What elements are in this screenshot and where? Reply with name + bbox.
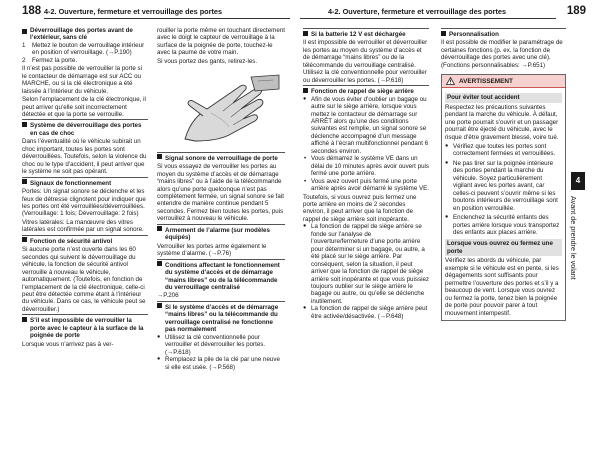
paragraph: Dans l’éventualité où le véhicule subirait un choc important, toutes les portes sont déverrouillées. Toutefois, selon la violence du choc ou le type d’accident, il peut arriver que le système ne soit pas opérant. xyxy=(22,138,147,176)
bullet-item: ● La fonction de rappel de siège arrière peut être activée/désactivée. (→P.648) xyxy=(303,305,429,320)
warning-title-bar xyxy=(442,75,565,88)
gloved-hand-illustration xyxy=(163,69,281,143)
left-header-rule xyxy=(44,18,290,19)
chapter-label-vertical xyxy=(568,196,588,396)
section-heading: Si le système d’accès et de démarrage “mains libres” ou la télécommande du verrouillage centralisé ne fonctionne pas normalement xyxy=(157,301,285,334)
bullet-item: ● La fonction de rappel de siège arrière se fonde sur l’analyse de l’ouverture/fermeture d’une porte arrière pour déterminer si un bagage, ou autre, a été placé sur le siège arrière. Par conséquent, selon la situation, il peut arriver que la fonction de rappel de siège arrière soit inopérante et que vous puissiez toujours oublier sur le siège arrière le bagage ou autre, ou qu’elle se déclenche inutilement. xyxy=(303,223,429,305)
paragraph: Si aucune porte n’est ouverte dans les 60 secondes qui suivent le déverrouillage du véhicule, la fonction de sécurité antivol verrouille à nouveau le véhicule, automatiquement. (Toutefois, en fonction de l’emplacement de la clé électronique, celle-ci peut être détectée comme étant à l’intérieur du véhicule. Dans ce cas, le véhicule peut se déverrouiller.) xyxy=(22,246,146,313)
right-page-number: 189 xyxy=(566,5,586,17)
column-2 xyxy=(157,27,285,371)
bullet-item: ● Remplacez la pile de la clé par une neuve si elle est usée. (→P.568) xyxy=(157,356,285,371)
paragraph: Vitres latérales: La manœuvre des vitres latérales est confirmée par un signal sonore. xyxy=(22,218,144,234)
section-heading: Fonction de rappel de siège arrière xyxy=(303,85,429,95)
section-heading: Fonction de sécurité antivol xyxy=(22,235,148,245)
bullet-item: ● Afin de vous éviter d’oublier un bagage ou autre sur le siège arrière, lorsque vous mettez le contacteur de démarrage sur ARRÊT alors qu’une des conditions suivantes est remplie, un signal sonore se déclenche accompagné d’un message affiché à l’écran multifonctionnel pendant 6 secondes environ. xyxy=(303,96,429,156)
column-3 xyxy=(303,27,429,320)
section-heading: Signaux de fonctionnement xyxy=(22,177,148,187)
numbered-step: 1 Mettez le bouton de verrouillage intérieur en position of verrouillage. (→P.190) xyxy=(22,42,148,57)
section-heading: Signal sonore de verrouillage de porte xyxy=(157,152,285,162)
paragraph: Toutefois, si vous ouvrez puis fermez une porte arrière en moins de 2 secondes environ, il peut arriver que la fonction de rappel de siège arrière soit inopérante. xyxy=(303,193,417,223)
section-heading: Système de déverrouillage des portes en cas de choc xyxy=(22,119,148,137)
section-heading: Si la batterie 12 V est déchargée xyxy=(303,28,429,38)
sub-bullet-item: • Vous démarrez le système VE dans un délai de 10 minutes après avoir ouvert puis fermé une porte arrière. xyxy=(303,155,429,177)
section-heading: Conditions affectant le fonctionnement du système d’accès et de démarrage “mains libres” ou de la télécommande du verrouillage centralisé xyxy=(157,259,285,292)
paragraph: Lorsque vous n’arrivez pas à ver- xyxy=(22,340,114,348)
left-page-header xyxy=(22,7,290,23)
paragraph: Vérifiez les abords du véhicule, par exemple si le véhicule est en pente, si les dégagements sont suffisants pour permettre l’ouverture des portes et s’il y a beaucoup de vent. Lorsque vous ouvrez ou fermez la porte, tenez bien la poignée de porte pour pouvoir parer à tout mouvement intempestif. xyxy=(445,257,559,317)
left-header-title: 4-2. Ouverture, fermeture et verrouillage des portes xyxy=(44,7,223,16)
paragraph: Si vous portez des gants, retirez-les. xyxy=(157,57,258,65)
chapter-tab: 4 xyxy=(571,172,585,190)
section-heading: Personnalisation xyxy=(441,28,566,38)
chapter-label: Avant de prendre le volant xyxy=(569,196,578,280)
section-heading: Déverrouillage des portes avant de l’extérieur, sans clé xyxy=(22,27,148,42)
warning-title: AVERTISSEMENT xyxy=(459,77,513,85)
left-page-number: 188 xyxy=(22,5,42,17)
warning-body xyxy=(442,88,565,320)
column-4 xyxy=(441,27,566,321)
warning-bullet: ● Enclenchez la sécurité enfants des portes arrière lorsque vous transportez des enfants aux places arrière. xyxy=(445,214,562,236)
numbered-step: 2 Fermez la porte. xyxy=(22,56,78,64)
section-heading: S’il est impossible de verrouiller la porte avec le capteur à la surface de la poignée de porte xyxy=(22,314,148,339)
warning-bullet: ● Vérifiez que toutes les portes sont correctement fermées et verrouillées. xyxy=(445,143,562,158)
paragraph: Portes: Un signal sonore se déclenche et les feux de détresse clignotent pour indiquer que les portes ont été verrouillées/déverrouillées. (Verrouillage: 1 fois; Déverrouillage: 2 fois) xyxy=(22,188,146,218)
paragraph: rouiller la porte même en touchant directement avec le doigt le capteur de verrouillage à la surface de la poignée de porte, touchez-le avec la paume de votre main. xyxy=(157,27,285,57)
right-header-title: 4-2. Ouverture, fermeture et verrouillage des portes xyxy=(328,7,507,16)
step-text: Mettez le bouton de verrouillage intérieur en position of verrouillage. (→P.190) xyxy=(32,41,145,57)
warning-bullet: ● Ne pas tirer sur la poignée intérieure des portes pendant la marche du véhicule. Soyez particulièrement vigilant avec les portes avant, car celles-ci peuvent s’ouvrir même si les boutons intérieurs de verrouillage sont en position verrouillée. xyxy=(445,160,562,212)
right-header-rule xyxy=(300,18,556,19)
warning-subheading: Lorsque vous ouvrez ou fermez une porte xyxy=(445,239,562,256)
sub-bullet-item: • Vous avez ouvert puis fermé une porte arrière après avoir démarré le système VE. xyxy=(303,178,429,193)
paragraph: Verrouiller les portes arme également le système d’alarme. (→P.76) xyxy=(157,242,267,258)
bullet-item: ● Utilisez la clé conventionnelle pour verrouiller et déverrouiller les portes. (→P.618) xyxy=(157,334,285,356)
warning-box xyxy=(441,74,566,321)
paragraph: Respectez les précautions suivantes pendant la marche du véhicule. À défaut, une porte pourrait s’ouvrir et un passager pourrait être éjecté du véhicule, avec le risque d’être gravement blessé, voire tué. xyxy=(445,103,559,141)
right-page-header xyxy=(300,7,586,23)
paragraph: Si vous essayez de verrouiller les portes au moyen du système d’accès et de démarrage “mains libres” ou à l’aide de la télécommande alors qu’une porte quelconque n’est pas complètement fermée, un signal sonore se fait entendre de manière continue pendant 5 secondes. Fermez bien toutes les portes, puis verrouillez à nouveau le véhicule. xyxy=(157,163,284,223)
paragraph: Il n’est pas possible de verrouiller la porte si le contacteur de démarrage est sur ACC ou MARCHE, ou si la clé électronique a été laissée à l’intérieur du véhicule. xyxy=(22,65,143,95)
section-heading: Armement de l’alarme (sur modèles équipés) xyxy=(157,224,285,242)
paragraph: Selon l’emplacement de la clé électronique, il peut arriver qu’elle soit incorrectement détectée et que la porte se verrouille. xyxy=(22,96,146,118)
column-1 xyxy=(22,27,148,348)
step-text: Fermez la porte. xyxy=(32,56,78,64)
paragraph: Il est possible de modifier le paramétrage de certaines fonctions (p. ex. la fonction de déverrouillage des portes avec une clé). (Fonctions personnalisables: →P.651) xyxy=(441,39,563,69)
warning-subheading: Pour éviter tout accident xyxy=(445,93,562,102)
paragraph: →P.206 xyxy=(157,292,179,300)
warning-triangle-icon xyxy=(446,77,455,85)
paragraph: Il est impossible de verrouiller et déverrouiller les portes au moyen du système d’accès et de démarrage “mains libres” ou de la télécommande du verrouillage centralisé. Utilisez la clé conventionnelle pour verrouiller ou déverrouiller les portes. (→P.618) xyxy=(303,39,428,84)
